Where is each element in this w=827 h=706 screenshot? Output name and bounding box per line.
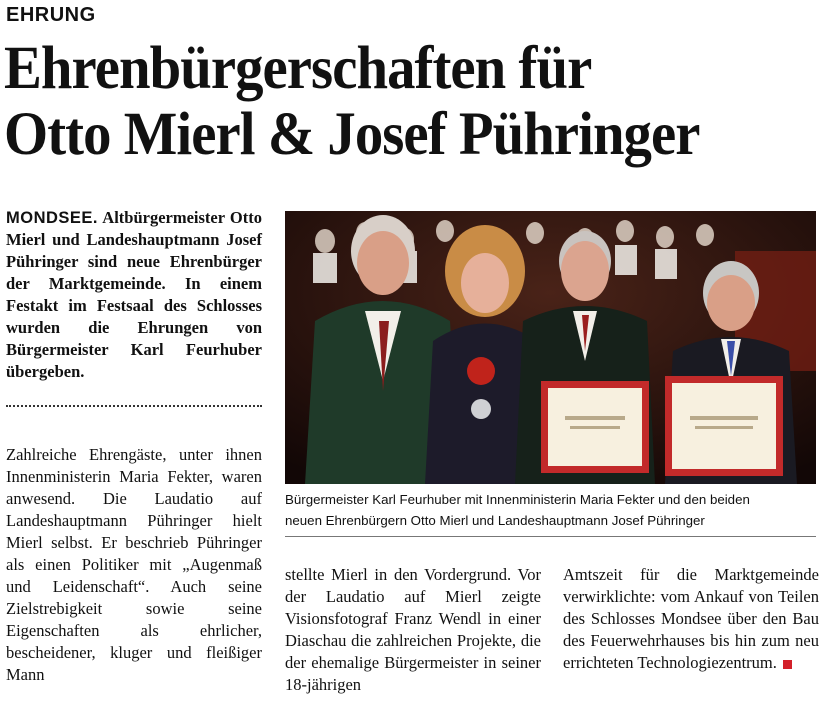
headline-line-2: Otto Mierl & Josef Pühringer: [4, 101, 700, 168]
body-column-1: Zahlreiche Ehrengäste, unter ihnen Innenministerin Maria Fekter, waren anwesend. Die Laudatio auf Landeshauptmann Pühringer hielt Mierl selbst. Er beschrieb Pühringer als einen Politiker mit „Augenmaß und Leidenschaft“. Auch seine Zielstrebigkeit sowie seine Eigenschaften als ehrlicher, bescheidener, kluger und fleißiger Mann: [6, 445, 262, 684]
photo-caption: [285, 489, 816, 531]
caption-line-1: Bürgermeister Karl Feurhuber mit Innenministerin Maria Fekter und den beiden: [285, 492, 750, 507]
headline-line-1: Ehrenbürgerschaften für: [4, 35, 592, 102]
caption-line-2: neuen Ehrenbürgern Otto Mierl und Landeshauptmann Josef Pühringer: [285, 513, 705, 528]
article-photo: [285, 211, 816, 484]
dateline: MONDSEE.: [6, 209, 99, 227]
end-of-article-mark: [783, 660, 792, 669]
body-column-3-text: Amtszeit für die Marktgemeinde verwirklichte: vom Ankauf von Teilen des Schlosses Mondsee über den Bau des Feuerwehrhauses bis hin zum neu errichteten Technologiezentrum.: [563, 565, 819, 672]
caption-rule: [285, 536, 816, 537]
lead-paragraph: [6, 207, 262, 383]
body-column-2: stellte Mierl in den Vordergrund. Vor der Laudatio auf Mierl zeigte Visionsfotograf Franz Wendl in einer Diaschau die zahlreichen Projekte, die der ehemalige Bürgermeister in seiner 18-jährigen: [285, 565, 541, 694]
headline: [4, 36, 767, 168]
photo-illustration: [285, 211, 816, 484]
lead-divider: [6, 405, 262, 407]
lead-text: Altbürgermeister Otto Mierl und Landeshauptmann Josef Pühringer sind neue Ehrenbürger der Marktgemeinde. In einem Festakt im Festsaal des Schlosses wurden die Ehrungen von Bürgermeister Karl Feurhuber übergeben.: [6, 208, 263, 381]
body-column-3: [563, 564, 819, 674]
section-kicker: EHRUNG: [6, 4, 96, 26]
